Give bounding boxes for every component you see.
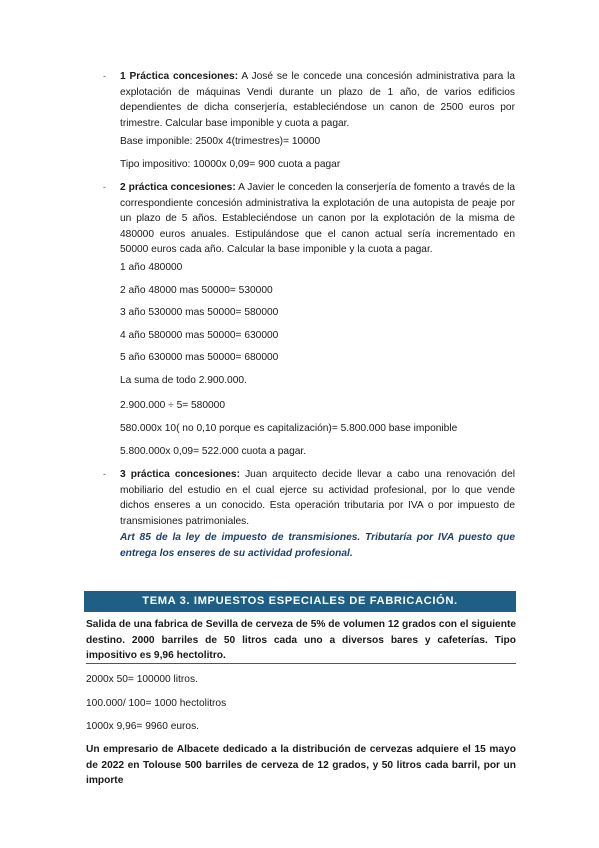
practica-2-line-6: La suma de todo 2.900.000. xyxy=(120,375,247,386)
practica-2-line-4: 4 año 580000 mas 50000= 630000 xyxy=(120,330,279,341)
bullet-icon: - xyxy=(103,469,106,479)
practica-2-line-7: 2.900.000 ÷ 5= 580000 xyxy=(120,400,226,411)
practica-3-title: 3 práctica concesiones: xyxy=(120,469,240,480)
practica-3-answer: Art 85 de la ley de impuesto de transmisiones. Tributaría por IVA puesto que entrega los enseres de su actividad profesional. xyxy=(120,532,515,559)
practica-1-line-1: Base imponible: 2500x 4(trimestres)= 10000 xyxy=(120,136,321,147)
practica-2-line-3: 3 año 530000 mas 50000= 580000 xyxy=(120,307,279,318)
practica-2-line-9: 5.800.000x 0,09= 522.000 cuota a pagar. xyxy=(120,446,307,457)
practica-2-paragraph xyxy=(103,180,515,258)
practica-2-line-1: 1 año 480000 xyxy=(120,262,183,273)
tema-3-line-3: 1000x 9,96= 9960 euros. xyxy=(86,721,200,732)
practica-1-title: 1 Práctica concesiones: xyxy=(120,71,239,82)
practica-2-line-2: 2 año 48000 mas 50000= 530000 xyxy=(120,285,273,296)
tema-3-problem: Salida de una fabrica de Sevilla de cerveza de 5% de volumen 12 grados con el siguiente destino. 2000 barriles de 50 litros cada uno a diversos bares y cafeterías. Tipo impositivo es 9,96 hectolitro. xyxy=(86,619,516,661)
practica-3-paragraph xyxy=(103,467,516,529)
bullet-icon: - xyxy=(103,71,106,81)
tema-3-line-1: 2000x 50= 100000 litros. xyxy=(86,674,198,685)
tema-3-line-2: 100.000/ 100= 1000 hectolitros xyxy=(86,698,227,709)
section-heading: TEMA 3. IMPUESTOS ESPECIALES DE FABRICACIÓN. xyxy=(84,591,516,612)
bullet-icon: - xyxy=(103,182,106,192)
practica-2-text: A Javier le conceden la conserjería de fomento a través de la correspondiente concesión administrativa la explotación de una autopista de peaje por un plazo de 5 años. Estableciéndose un canon por la explotación de la misma de 480000 euros anuales. Estipulándose que el canon actual sería incrementado en 50000 euros cada año. Calcular la base imponible y la cuota a pagar. xyxy=(120,182,515,255)
practica-2-line-8: 580.000x 10( no 0,10 porque es capitalización)= 5.800.000 base imponible xyxy=(120,423,458,434)
practica-2-title: 2 práctica concesiones: xyxy=(120,182,236,193)
practica-1-line-2: Tipo impositivo: 10000x 0,09= 900 cuota a pagar xyxy=(120,159,341,170)
practica-1-text: A José se le concede una concesión administrativa para la explotación de máquinas Vendi durante un plazo de 1 año, de varios edificios dependientes de dicha conserjería, estableciéndose un canon de 2500 euros por trimestre. Calcular base imponible y cuota a pagar. xyxy=(120,71,516,129)
divider xyxy=(86,663,516,664)
practica-2-line-5: 5 año 630000 mas 50000= 680000 xyxy=(120,352,279,363)
practica-3-text: Juan arquitecto decide llevar a cabo una renovación del mobiliario del estudio en el cual ejerce su actividad profesional, por lo que vende dichos enseres a un conocido. Esta operación tributaria por IVA o por impuesto de transmisiones patrimoniales. xyxy=(120,469,516,527)
practica-1-paragraph xyxy=(103,69,516,131)
tema-3-problem-2: Un empresario de Albacete dedicado a la distribución de cervezas adquiere el 15 mayo de 2022 en Tolouse 500 barriles de cerveza de 12 grados, y 50 litros cada barril, por un importe xyxy=(86,744,516,786)
